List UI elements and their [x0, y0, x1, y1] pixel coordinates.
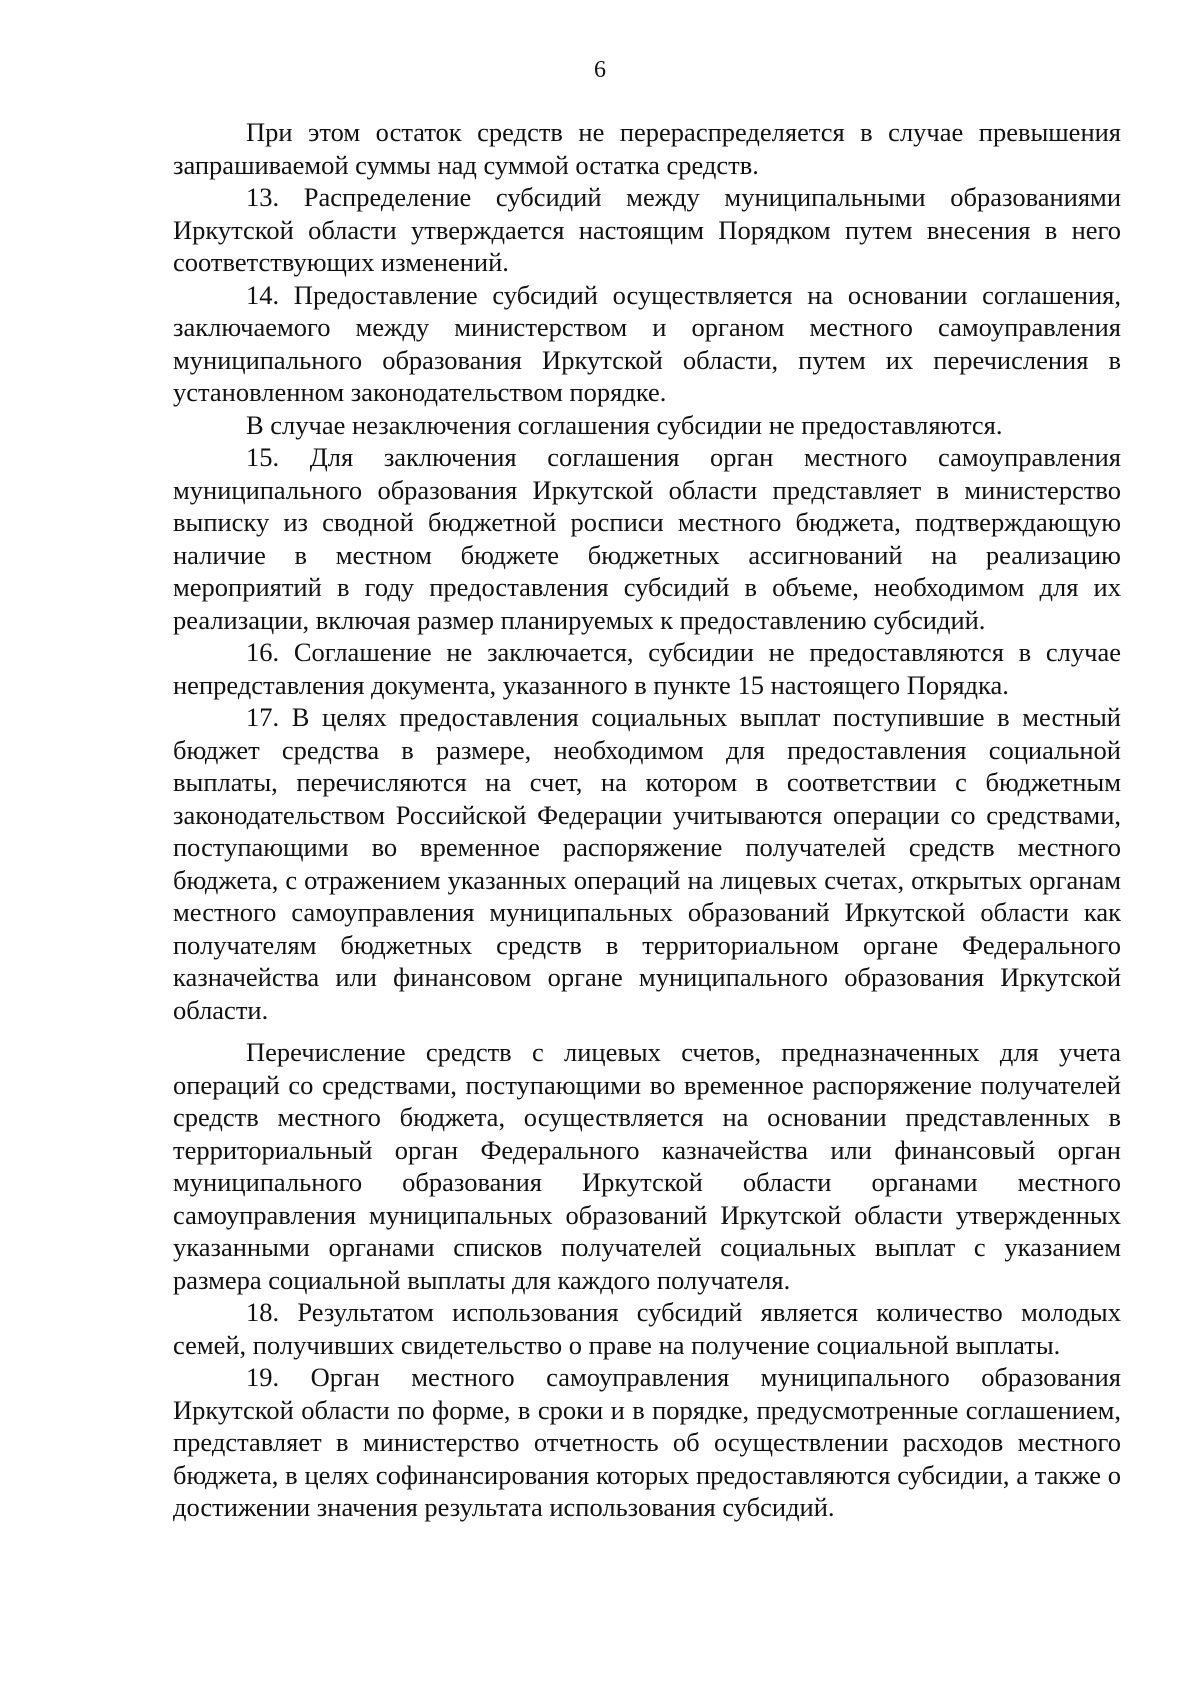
- paragraph-item-16: 16. Соглашение не заключается, субсидии не предоставляются в случае непредставления документа, указанного в пункте 15 настоящего Порядка.: [173, 637, 1121, 700]
- paragraph-item-14: 14. Предоставление субсидий осуществляется на основании соглашения, заключаемого между министерством и органом местного самоуправления муниципального образования Иркутской области, путем их перечисления в установленном законодательством порядке.: [173, 279, 1121, 407]
- paragraph-remainder-note: При этом остаток средств не перераспределяется в случае превышения запрашиваемой суммы над суммой остатка средств.: [173, 117, 1121, 180]
- paragraph-item-15: 15. Для заключения соглашения орган местного самоуправления муниципального образования Иркутской области представляет в министерство выписку из сводной бюджетной росписи местного бюджета, подтверждающую наличие в местном бюджете бюджетных ассигнований на реализацию мероприятий в году предоставления субсидий в объеме, необходимом для их реализации, включая размер планируемых к предоставлению субсидий.: [173, 442, 1121, 635]
- paragraph-transfer-funds: Перечисление средств с лицевых счетов, предназначенных для учета операций со средствами, поступающими во временное распоряжение получателей средств местного бюджета, осуществляется на основании представленных в территориальный орган Федерального казначейства или финансовый орган муниципального образования Иркутской области органами местного самоуправления муниципальных образований Иркутской области утвержденных указанными органами списков получателей социальных выплат с указанием размера социальной выплаты для каждого получателя.: [173, 1037, 1121, 1295]
- paragraph-no-agreement: В случае незаключения соглашения субсидии не предоставляются.: [246, 409, 1003, 440]
- document-body: [173, 116, 1121, 1524]
- paragraph-item-13: 13. Распределение субсидий между муниципальными образованиями Иркутской области утверждается настоящим Порядком путем внесения в него соответствующих изменений.: [173, 182, 1121, 277]
- paragraph-item-17: 17. В целях предоставления социальных выплат поступившие в местный бюджет средства в размере, необходимом для предоставления социальной выплаты, перечисляются на счет, на котором в соответствии с бюджетным законодательством Российской Федерации учитываются операции со средствами, поступающими во временное распоряжение получателей средств местного бюджета, с отражением указанных операций на лицевых счетах, открытых органам местного самоуправления муниципальных образований Иркутской области как получателям бюджетных средств в территориальном органе Федерального казначейства или финансовом органе муниципального образования Иркутской области.: [173, 702, 1121, 1025]
- paragraph-item-18: 18. Результатом использования субсидий является количество молодых семей, получивших свидетельство о праве на получение социальной выплаты.: [173, 1297, 1121, 1360]
- page-number: 6: [594, 57, 606, 83]
- paragraph-item-19: 19. Орган местного самоуправления муниципального образования Иркутской области по форме, в сроки и в порядке, предусмотренные соглашением, представляет в министерство отчетность об осуществлении расходов местного бюджета, в целях софинансирования которых предоставляются субсидии, а также о достижении значения результата использования субсидий.: [173, 1362, 1121, 1522]
